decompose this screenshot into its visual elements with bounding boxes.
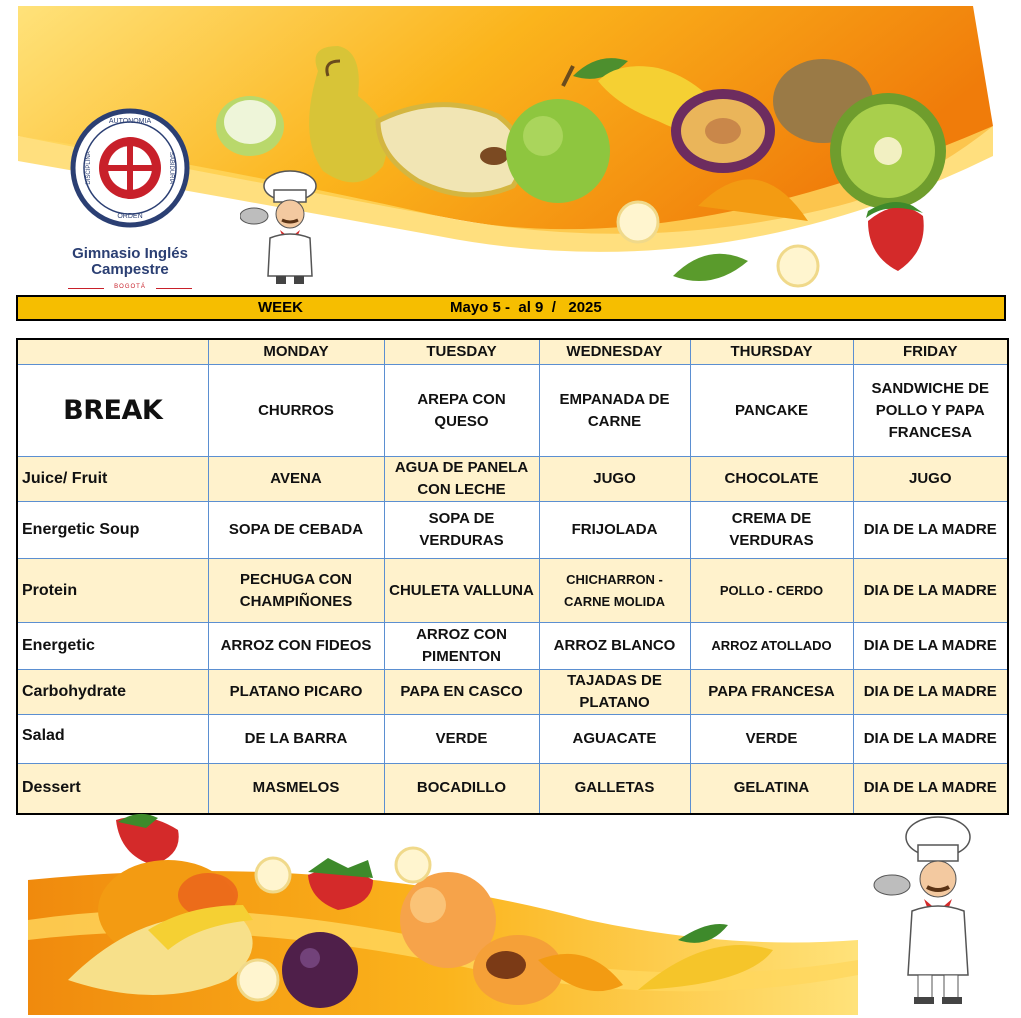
row-label: Energetic	[17, 623, 208, 670]
row-label: Salad	[17, 715, 208, 764]
menu-row-salad	[17, 715, 1008, 764]
row-label: Juice/ Fruit	[17, 457, 208, 502]
menu-cell: FRIJOLADA	[539, 502, 690, 559]
menu-cell: VERDE	[384, 715, 539, 764]
menu-cell: SANDWICHE DE POLLO Y PAPA FRANCESA	[853, 365, 1008, 457]
logo-word-top: AUTONOMIA	[108, 118, 152, 125]
menu-cell: SOPA DE CEBADA	[208, 502, 384, 559]
menu-row-dessert	[17, 764, 1008, 814]
menu-cell: PLATANO PICARO	[208, 670, 384, 715]
menu-cell: TAJADAS DE PLATANO	[539, 670, 690, 715]
menu-cell: CHICHARRON - CARNE MOLIDA	[539, 559, 690, 623]
logo-word-left: DISCIPLINA	[86, 151, 92, 185]
menu-cell: GALLETAS	[539, 764, 690, 814]
row-label: BREAK	[17, 365, 208, 457]
menu-cell: ARROZ BLANCO	[539, 623, 690, 670]
menu-cell: DE LA BARRA	[208, 715, 384, 764]
week-label: WEEK	[258, 299, 303, 316]
menu-cell: CHULETA VALLUNA	[384, 559, 539, 623]
school-name-line1: Gimnasio Inglés	[72, 245, 188, 262]
menu-cell: AVENA	[208, 457, 384, 502]
school-city: BOGOTÁ	[114, 284, 146, 290]
menu-cell: ARROZ CON FIDEOS	[208, 623, 384, 670]
menu-cell: PAPA EN CASCO	[384, 670, 539, 715]
menu-cell: VERDE	[690, 715, 853, 764]
divider	[156, 288, 192, 289]
menu-row-carbohydrate	[17, 670, 1008, 715]
day-header: THURSDAY	[690, 339, 853, 365]
menu-row-break	[17, 365, 1008, 457]
day-header: FRIDAY	[853, 339, 1008, 365]
menu-cell: CHURROS	[208, 365, 384, 457]
menu-cell: DIA DE LA MADRE	[853, 764, 1008, 814]
menu-table	[16, 338, 1009, 815]
menu-row-soup	[17, 502, 1008, 559]
menu-cell: AREPA CON QUESO	[384, 365, 539, 457]
menu-cell: JUGO	[853, 457, 1008, 502]
menu-cell: MASMELOS	[208, 764, 384, 814]
menu-cell: EMPANADA DE CARNE	[539, 365, 690, 457]
menu-cell: DIA DE LA MADRE	[853, 670, 1008, 715]
menu-cell: CHOCOLATE	[690, 457, 853, 502]
fruit-banner-bottom	[28, 810, 858, 1015]
row-label: Dessert	[17, 764, 208, 814]
menu-cell: PANCAKE	[690, 365, 853, 457]
menu-cell: CREMA DE VERDURAS	[690, 502, 853, 559]
menu-cell: ARROZ CON PIMENTON	[384, 623, 539, 670]
menu-cell: AGUACATE	[539, 715, 690, 764]
menu-cell: GELATINA	[690, 764, 853, 814]
row-label: Energetic Soup	[17, 502, 208, 559]
school-crest-icon	[70, 108, 190, 228]
school-name	[60, 246, 200, 278]
menu-cell: JUGO	[539, 457, 690, 502]
menu-cell: BOCADILLO	[384, 764, 539, 814]
day-header: WEDNESDAY	[539, 339, 690, 365]
menu-cell: DIA DE LA MADRE	[853, 502, 1008, 559]
week-bar	[16, 295, 1006, 321]
logo-word-bottom: ORDEN	[117, 213, 143, 220]
day-header: MONDAY	[208, 339, 384, 365]
row-label: Carbohydrate	[17, 670, 208, 715]
menu-row-juice	[17, 457, 1008, 502]
header-corner	[17, 339, 208, 365]
menu-cell: AGUA DE PANELA CON LECHE	[384, 457, 539, 502]
menu-cell: DIA DE LA MADRE	[853, 623, 1008, 670]
menu-cell: DIA DE LA MADRE	[853, 559, 1008, 623]
menu-cell: DIA DE LA MADRE	[853, 715, 1008, 764]
school-logo	[60, 108, 200, 298]
day-header: TUESDAY	[384, 339, 539, 365]
logo-word-right: SABIDURIA	[168, 151, 174, 185]
menu-cell: PECHUGA CON CHAMPIÑONES	[208, 559, 384, 623]
menu-cell: POLLO - CERDO	[690, 559, 853, 623]
menu-row-protein	[17, 559, 1008, 623]
menu-cell: SOPA DE VERDURAS	[384, 502, 539, 559]
menu-cell: PAPA FRANCESA	[690, 670, 853, 715]
chef-icon	[240, 168, 340, 286]
menu-row-energetic	[17, 623, 1008, 670]
week-dates: Mayo 5 - al 9 / 2025	[450, 299, 602, 316]
header-row	[17, 339, 1008, 365]
chef-icon	[872, 815, 982, 1005]
school-name-line2: Campestre	[91, 261, 169, 278]
row-label: Protein	[17, 559, 208, 623]
menu-cell: ARROZ ATOLLADO	[690, 623, 853, 670]
